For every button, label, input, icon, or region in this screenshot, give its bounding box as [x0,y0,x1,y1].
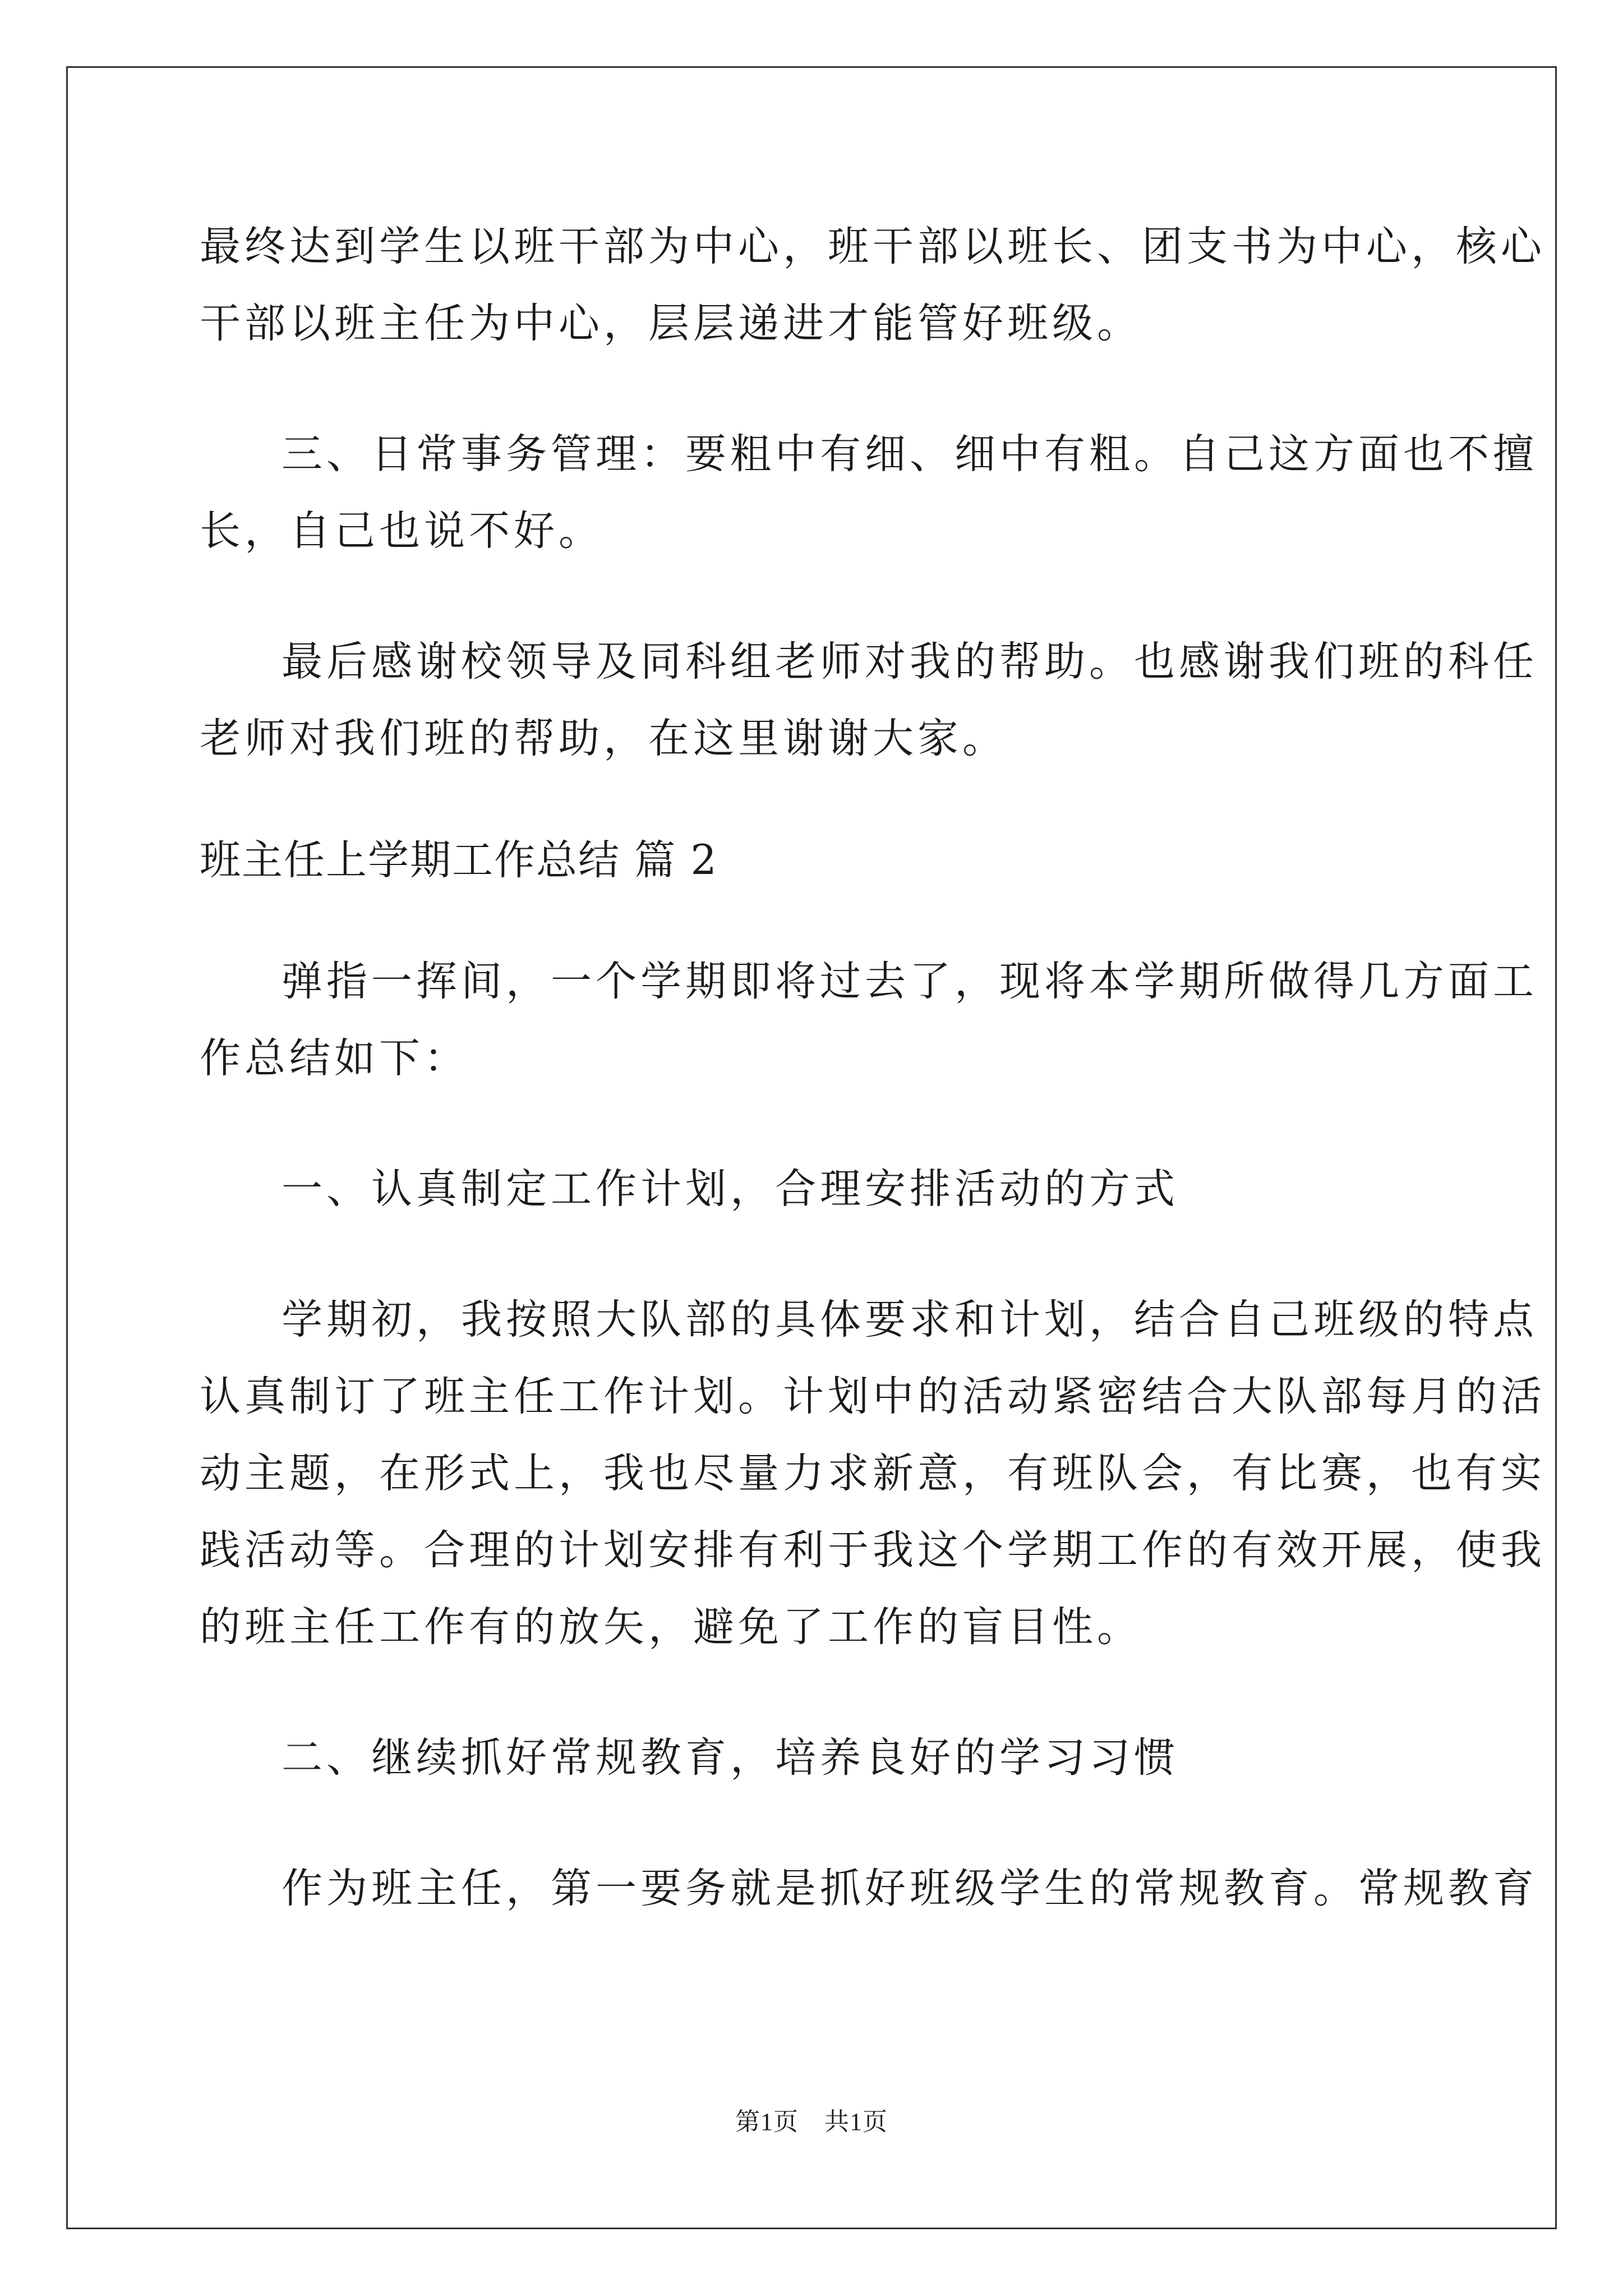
paragraph-line: 动主题，在形式上，我也尽量力求新意，有班队会，有比赛，也有实 [200,1450,1546,1497]
paragraph-line: 二、继续抓好常规教育，培养良好的学习习惯 [282,1734,1179,1782]
paragraph-line: 干部以班主任为中心，层层递进才能管好班级。 [200,300,1142,347]
paragraph-line: 最终达到学生以班干部为中心，班干部以班长、团支书为中心，核心 [200,223,1546,270]
paragraph-line: 弹指一挥间，一个学期即将过去了，现将本学期所做得几方面工 [282,958,1538,1005]
section-heading: 班主任上学期工作总结 篇 2 [200,836,718,884]
paragraph-line: 践活动等。合理的计划安排有利于我这个学期工作的有效开展，使我 [200,1526,1546,1574]
paragraph-line: 长，自己也说不好。 [200,507,603,555]
paragraph-line: 学期初，我按照大队部的具体要求和计划，结合自己班级的特点 [282,1296,1538,1343]
paragraph-line: 最后感谢校领导及同科组老师对我的帮助。也感谢我们班的科任 [282,638,1538,685]
paragraph-line: 一、认真制定工作计划，合理安排活动的方式 [282,1165,1179,1213]
page-footer [0,2105,1623,2139]
page-total: 共1页 [824,2108,888,2136]
paragraph-line: 的班主任工作有的放矢，避免了工作的盲目性。 [200,1603,1142,1651]
paragraph-line: 作为班主任，第一要务就是抓好班级学生的常规教育。常规教育 [282,1865,1538,1912]
paragraph-line: 认真制订了班主任工作计划。计划中的活动紧密结合大队部每月的活 [200,1373,1546,1420]
paragraph-line: 三、日常事务管理：要粗中有细、细中有粗。自己这方面也不擅 [282,430,1538,478]
paragraph-line: 老师对我们班的帮助，在这里谢谢大家。 [200,715,1007,762]
paragraph-line: 作总结如下： [200,1034,469,1082]
page-number: 第1页 [735,2108,799,2136]
